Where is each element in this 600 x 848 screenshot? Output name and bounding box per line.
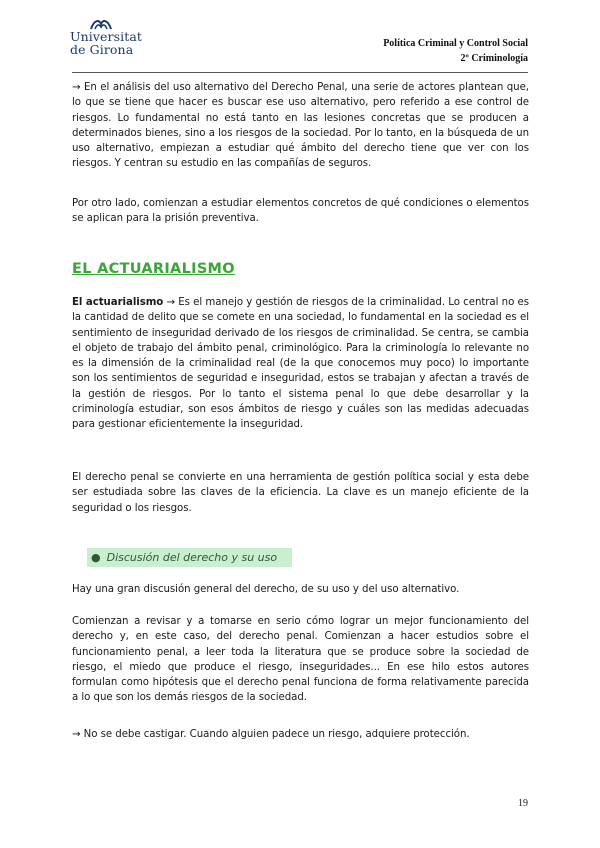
paragraph-penal-functioning: Comienzan a revisar y a tomarse en serio cómo lograr un mejor funcionamiento del derecho y, en este caso, del derecho penal. Comienzan a hacer estudios sobre el funcionamiento penal, a leer toda la literatura que se produce sobre la sociedad de riesgo, el miedo que produce el riesgo, inseguridades... En ese hilo estos autores formulan como hipótesis que el derecho penal funciona de forma relativamente parecida a lo que son los demás riesgos de la sociedad. (72, 616, 529, 704)
section-title-actuarialismo: EL ACTUARIALISMO (72, 261, 235, 277)
university-name-line2: de Girona (70, 42, 134, 57)
term-actuarialismo: El actuarialismo (72, 297, 164, 308)
paragraph-no-punishment: → No se debe castigar. Cuando alguien padece un riesgo, adquiere protección. (72, 729, 470, 740)
course-title: Política Criminal y Control Social (383, 38, 528, 49)
header-divider (72, 72, 528, 73)
paragraph-preventive-prison: Por otro lado, comienzan a estudiar elementos concretos de qué condiciones o elementos se aplican para la prisión preventiva. (72, 198, 529, 225)
subsection-bullet (87, 548, 292, 567)
paragraph-actuarialismo-definition (72, 295, 529, 433)
university-name-line1: Universitat (70, 29, 143, 44)
document-header (383, 36, 528, 66)
page-number: 19 (518, 798, 528, 809)
paragraph-penal-law-tool: El derecho penal se convierte en una herramienta de gestión política social y esta debe ser estudiada sobre las claves de la eficiencia. La clave es un manejo eficiente de la seguridad o los riesgos. (72, 472, 529, 514)
paragraph-law-discussion: Hay una gran discusión general del derecho, de su uso y del uso alternativo. (72, 584, 460, 595)
paragraph-alternative-use: → En el análisis del uso alternativo del Derecho Penal, una serie de actores plantean que, lo que se tiene que hacer es buscar ese uso alternativo, pero referido a ese control de riesgos. Lo fundamental no está tanto en las lesiones concretas que se producen a determinados bienes, sino a los riesgos de la sociedad. Por lo tanto, en la búsqueda de un uso alternativo, empiezan a estudiar qué ámbito del derecho tiene que ver con los riesgos. Y centran su estudio en las compañías de seguros. (72, 82, 529, 170)
subsection-title: Discusión del derecho y su uso (106, 551, 278, 564)
bullet-dot-icon: ● (91, 551, 101, 564)
definition-text: → Es el manejo y gestión de riesgos de la criminalidad. Lo central no es la cantidad de delito que se comete en una sociedad, lo fundamental en la sociedad es el sentimiento de inseguridad derivado de los riesgos de criminalidad. Se centra, se cambia el objeto de trabajo del ámbito penal, criminológico. Para la criminología lo relevante no es la dimensión de la criminalidad real (de la que conocemos muy poco) lo importante son los sentimientos de seguridad e inseguridad, estos se trabajan y afectan a través de la gestión de riesgos. Por lo tanto el sistema penal lo que debe desarrollar y la criminología estudiar, son esos ámbitos de riesgo y cuáles son las medidas adecuadas para gestionar eficientemente la inseguridad. (72, 297, 529, 431)
course-year: 2º Criminología (460, 53, 528, 64)
university-logo (70, 18, 145, 56)
